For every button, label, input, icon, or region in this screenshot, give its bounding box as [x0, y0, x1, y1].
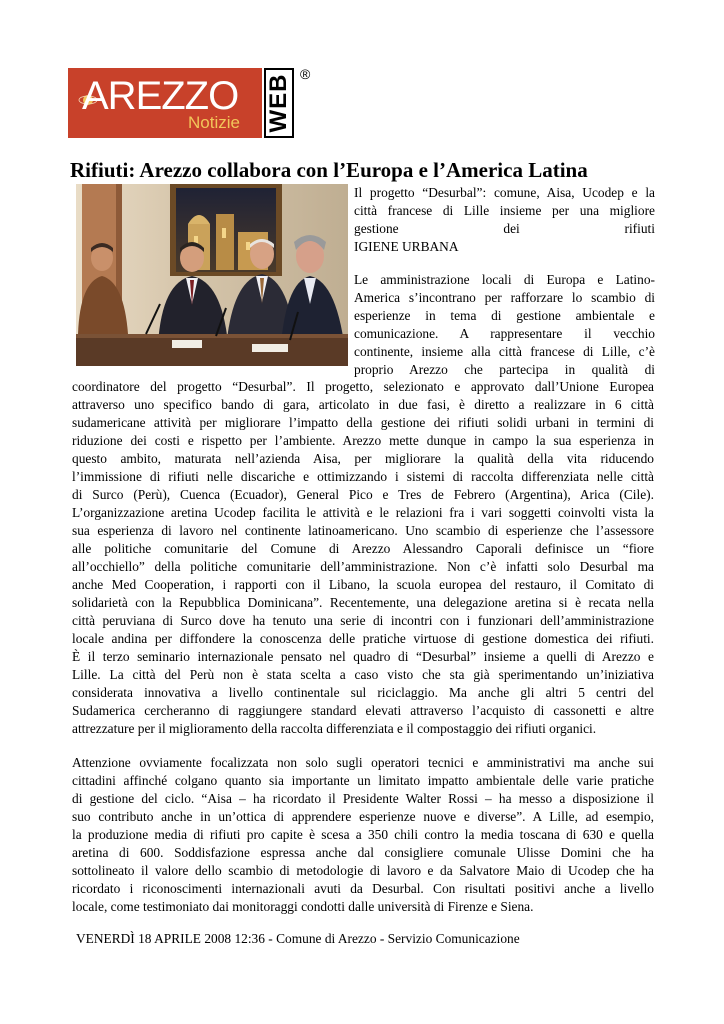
body-line: di gestione del ciclo. “Aisa – ha ricordato il Presidente Walter Rossi – ha messo a disposizione il: [72, 791, 654, 806]
body-line: considerata innovativa a livello continentale sul riciclaggio. Ma anche gli altri 5 centri del: [72, 685, 654, 700]
subtitle-line: Il progetto “Desurbal”: comune, Aisa, Ucodep e la: [354, 185, 655, 200]
body-line: suo contributo anche in un’ottica di apprendere esperienze nuove e diverse”. A Lille, ad esempio,: [72, 809, 654, 824]
body-line: solidarietà con la Repubblica Dominicana”. Recentemente, una delegazione aretina si è recata nella: [72, 595, 654, 610]
body-line: coordinatore del progetto “Desurbal”. Il progetto, selezionato e approvato dall’Unione Europea: [72, 379, 654, 394]
logo-web-text: WEB: [265, 73, 292, 133]
subtitle-line: città francese di Lille insieme per una migliore: [354, 203, 655, 218]
body-line: sua esperienza di lavoro nel continente latinoamericano. Uno scambio di esperienze che l’assessore: [72, 523, 654, 538]
body-line: proprio Arezzo che partecipa in qualità di: [354, 362, 655, 377]
article-title: Rifiuti: Arezzo collabora con l’Europa e l’America Latina: [70, 158, 588, 182]
body-line: attrezzature per il miglioramento della raccolta differenziata e il compostaggio dei rifiuti organici.: [72, 721, 597, 736]
body-line: anche Med Cooperation, i rapporti con il Libano, la scuola europea del restauro, il Comitato di: [72, 577, 654, 592]
body-line: città peruviana di Surco dove ha tenuto una serie di incontri con i funzionari dell’amministrazione: [72, 613, 654, 628]
logo-subtitle: Notizie: [188, 113, 240, 132]
body-line: sudamericane attività per migliorare l’impatto della gestione dei rifiuti solidi urbani in termini di: [72, 415, 654, 430]
body-line: locale, come testimoniato dai monitoraggi condotti dalle università di Firenze e Siena.: [72, 899, 534, 914]
body-line: all’occhiello” della politiche comunitarie dell’amministrazione. Non c’è infatti solo Desurbal ma: [72, 559, 654, 574]
logo-web-box: [264, 68, 294, 138]
body-line: aretina di 600. Soddisfazione espressa anche dal consigliere comunale Ulisse Domini che ha: [72, 845, 654, 860]
body-line: alle politiche comunitarie del Comune di Arezzo Alessandro Caporali definisce un “fiore: [72, 541, 654, 556]
subtitle-line: gestione dei rifiuti: [354, 221, 655, 236]
body-line: di Surco (Perù), Cuenca (Ecuador), General Pico e Tres de Febrero (Argentina), Arica (Cile).: [72, 487, 654, 502]
body-line: la produzione media di rifiuti pro capite è scesa a 350 chili contro la media toscana di 630 e quella: [72, 827, 654, 842]
body-line: America s’incontrano per rafforzare lo scambio di: [354, 290, 655, 305]
body-line: esperienze in tema di gestione ambientale e: [354, 308, 655, 323]
body-line: riduzione dei costi e rispetto per l’ambiente. Arezzo mette dunque in campo la sua esperienza in: [72, 433, 654, 448]
body-line: l’immissione di rifiuti nelle discariche e ottimizzando i sistemi di raccolta differenziata nelle città: [72, 469, 654, 484]
body-line: Lille. La città del Perù non è stata scelta a caso visto che sta già sperimentando un’iniziativa: [72, 667, 654, 682]
body-line: ricordato i riconoscimenti internazionali avuti da Desurbal. Con risultati positivi anche a livello: [72, 881, 654, 896]
body-line: questo ambito, maturata nell’azienda Aisa, per migliorare la qualità della vita riducendo: [72, 451, 654, 466]
body-line: continente, insieme alla città francese di Lille, c’è: [354, 344, 655, 359]
body-line: Attenzione ovviamente focalizzata non solo sugli operatori tecnici e amministrativi ma anche sui: [72, 755, 654, 770]
article-footer: VENERDÌ 18 APRILE 2008 12:36 - Comune di Arezzo - Servizio Comunicazione: [76, 931, 520, 946]
body-line: Le amministrazione locali di Europa e Latino-: [354, 272, 655, 287]
section-label: IGIENE URBANA: [354, 239, 459, 254]
body-line: locale andina per diffondere la conoscenza delle pratiche virtuose di gestione domestica dei rifiuti.: [72, 631, 654, 646]
press-conference-photo: [76, 184, 348, 366]
body-line: È il terzo seminario internazionale pensato nel quadro di “Desurbal” insieme a quelli di Arezzo e: [72, 649, 654, 664]
logo-wordmark: AREZZO: [82, 74, 239, 118]
body-line: attraverso uno specifico bando di gara, articolato in due fasi, è diretto a realizzare in 6 città: [72, 397, 654, 412]
body-line: L’organizzazione aretina Ucodep facilita le attività e le relazioni fra i vari soggetti coinvolti vista la: [72, 505, 654, 520]
body-line: cittadini affinché colgano quanto sia importante un limitato impatto ambientale delle varie pratiche: [72, 773, 654, 788]
body-line: comunicazione. A rappresentare il vecchio: [354, 326, 655, 341]
registered-mark: ®: [300, 66, 311, 82]
body-line: Sudamerica cercheranno di raggiungere standard elevati attraverso l’acquisto di cassonetti e altre: [72, 703, 654, 718]
body-line: sottolineato il valore dello scambio di metodologie di lavoro e da Salvatore Maio di Ucodep che ha: [72, 863, 654, 878]
arezzo-web-logo: [68, 66, 311, 138]
